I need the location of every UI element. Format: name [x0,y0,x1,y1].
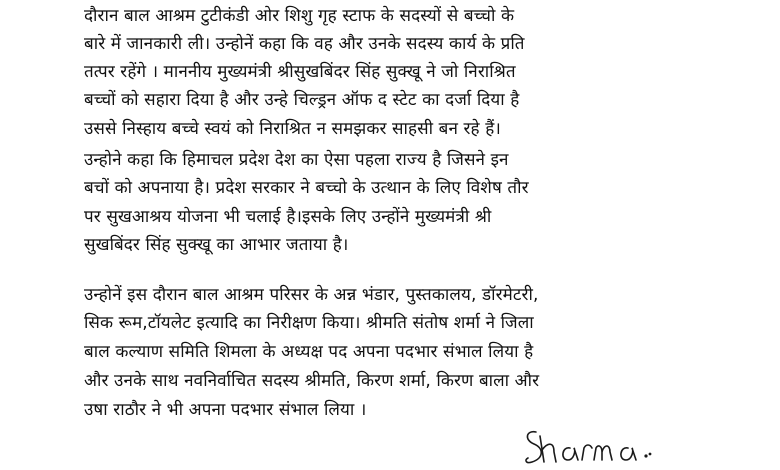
signature-dot [649,453,652,456]
paragraph-line: सिक रूम,टॉयलेट इत्यादि का निरीक्षण किया। श्रीमति संतोष शर्मा ने जिला [84,313,534,333]
paragraph-line: बाल कल्याण समिति शिमला के अध्यक्ष पद अपना पदभार संभाल लिया है [84,342,534,362]
paragraph-line: उससे निस्हाय बच्चे स्वयं को निराश्रित न समझकर साहसी बन रहे हैं। [84,119,501,139]
signature-stroke [582,445,592,460]
paragraph-line: तत्पर रहेंगे । माननीय मुख्यमंत्री श्रीसुखबिंदर सिंह सुक्खू ने जो निराश्रित [84,62,516,82]
paragraph-line: बारे में जानकारी ली। उन्होनें कहा कि वह और उनके सदस्य कार्य के प्रति [84,34,525,54]
signature-stroke [526,432,541,463]
paragraph-line: बचों को अपनाया है। प्रदेश सरकार ने बच्चो के उत्थान के लिए विशेष तौर [84,178,529,198]
signature-stroke [594,446,612,460]
paragraph-line: उन्होनें इस दौरान बाल आश्रम परिसर के अन्न भंडार, पुस्तकालय, डॉरमेटरी, [84,285,539,305]
paragraph-line: दौरान बाल आश्रम टुटीकंडी ओर शिशु गृह स्टाफ के सदस्यों से बच्चो के [84,6,515,26]
paragraph-line: पर सुखआश्रय योजना भी चलाई है।इसके लिए उन्होंने मुख्यमंत्री श्री [84,207,492,227]
paragraph-line: और उनके साथ नवनिर्वाचित सदस्य श्रीमति, किरण शर्मा, किरण बाला और [84,371,540,391]
paragraph-line: उन्होने कहा कि हिमाचल प्रदेश देश का ऐसा पहला राज्य है जिसने इन [84,150,509,170]
paragraph-line: सुखबिंदर सिंह सुक्खू का आभार जताया है। [84,235,349,255]
paragraph-line: उषा राठौर ने भी अपना पदभार संभाल लिया । [84,400,367,420]
paragraph-line: बच्चों को सहारा दिया है और उन्हे चिल्ड्रन ऑफ द स्टेट का दर्जा दिया है [84,90,520,110]
signature-stroke [540,436,556,462]
signature-stroke [563,448,578,460]
signature-dot [644,454,647,457]
signature-stroke [621,448,636,460]
handwritten-signature [522,418,662,470]
